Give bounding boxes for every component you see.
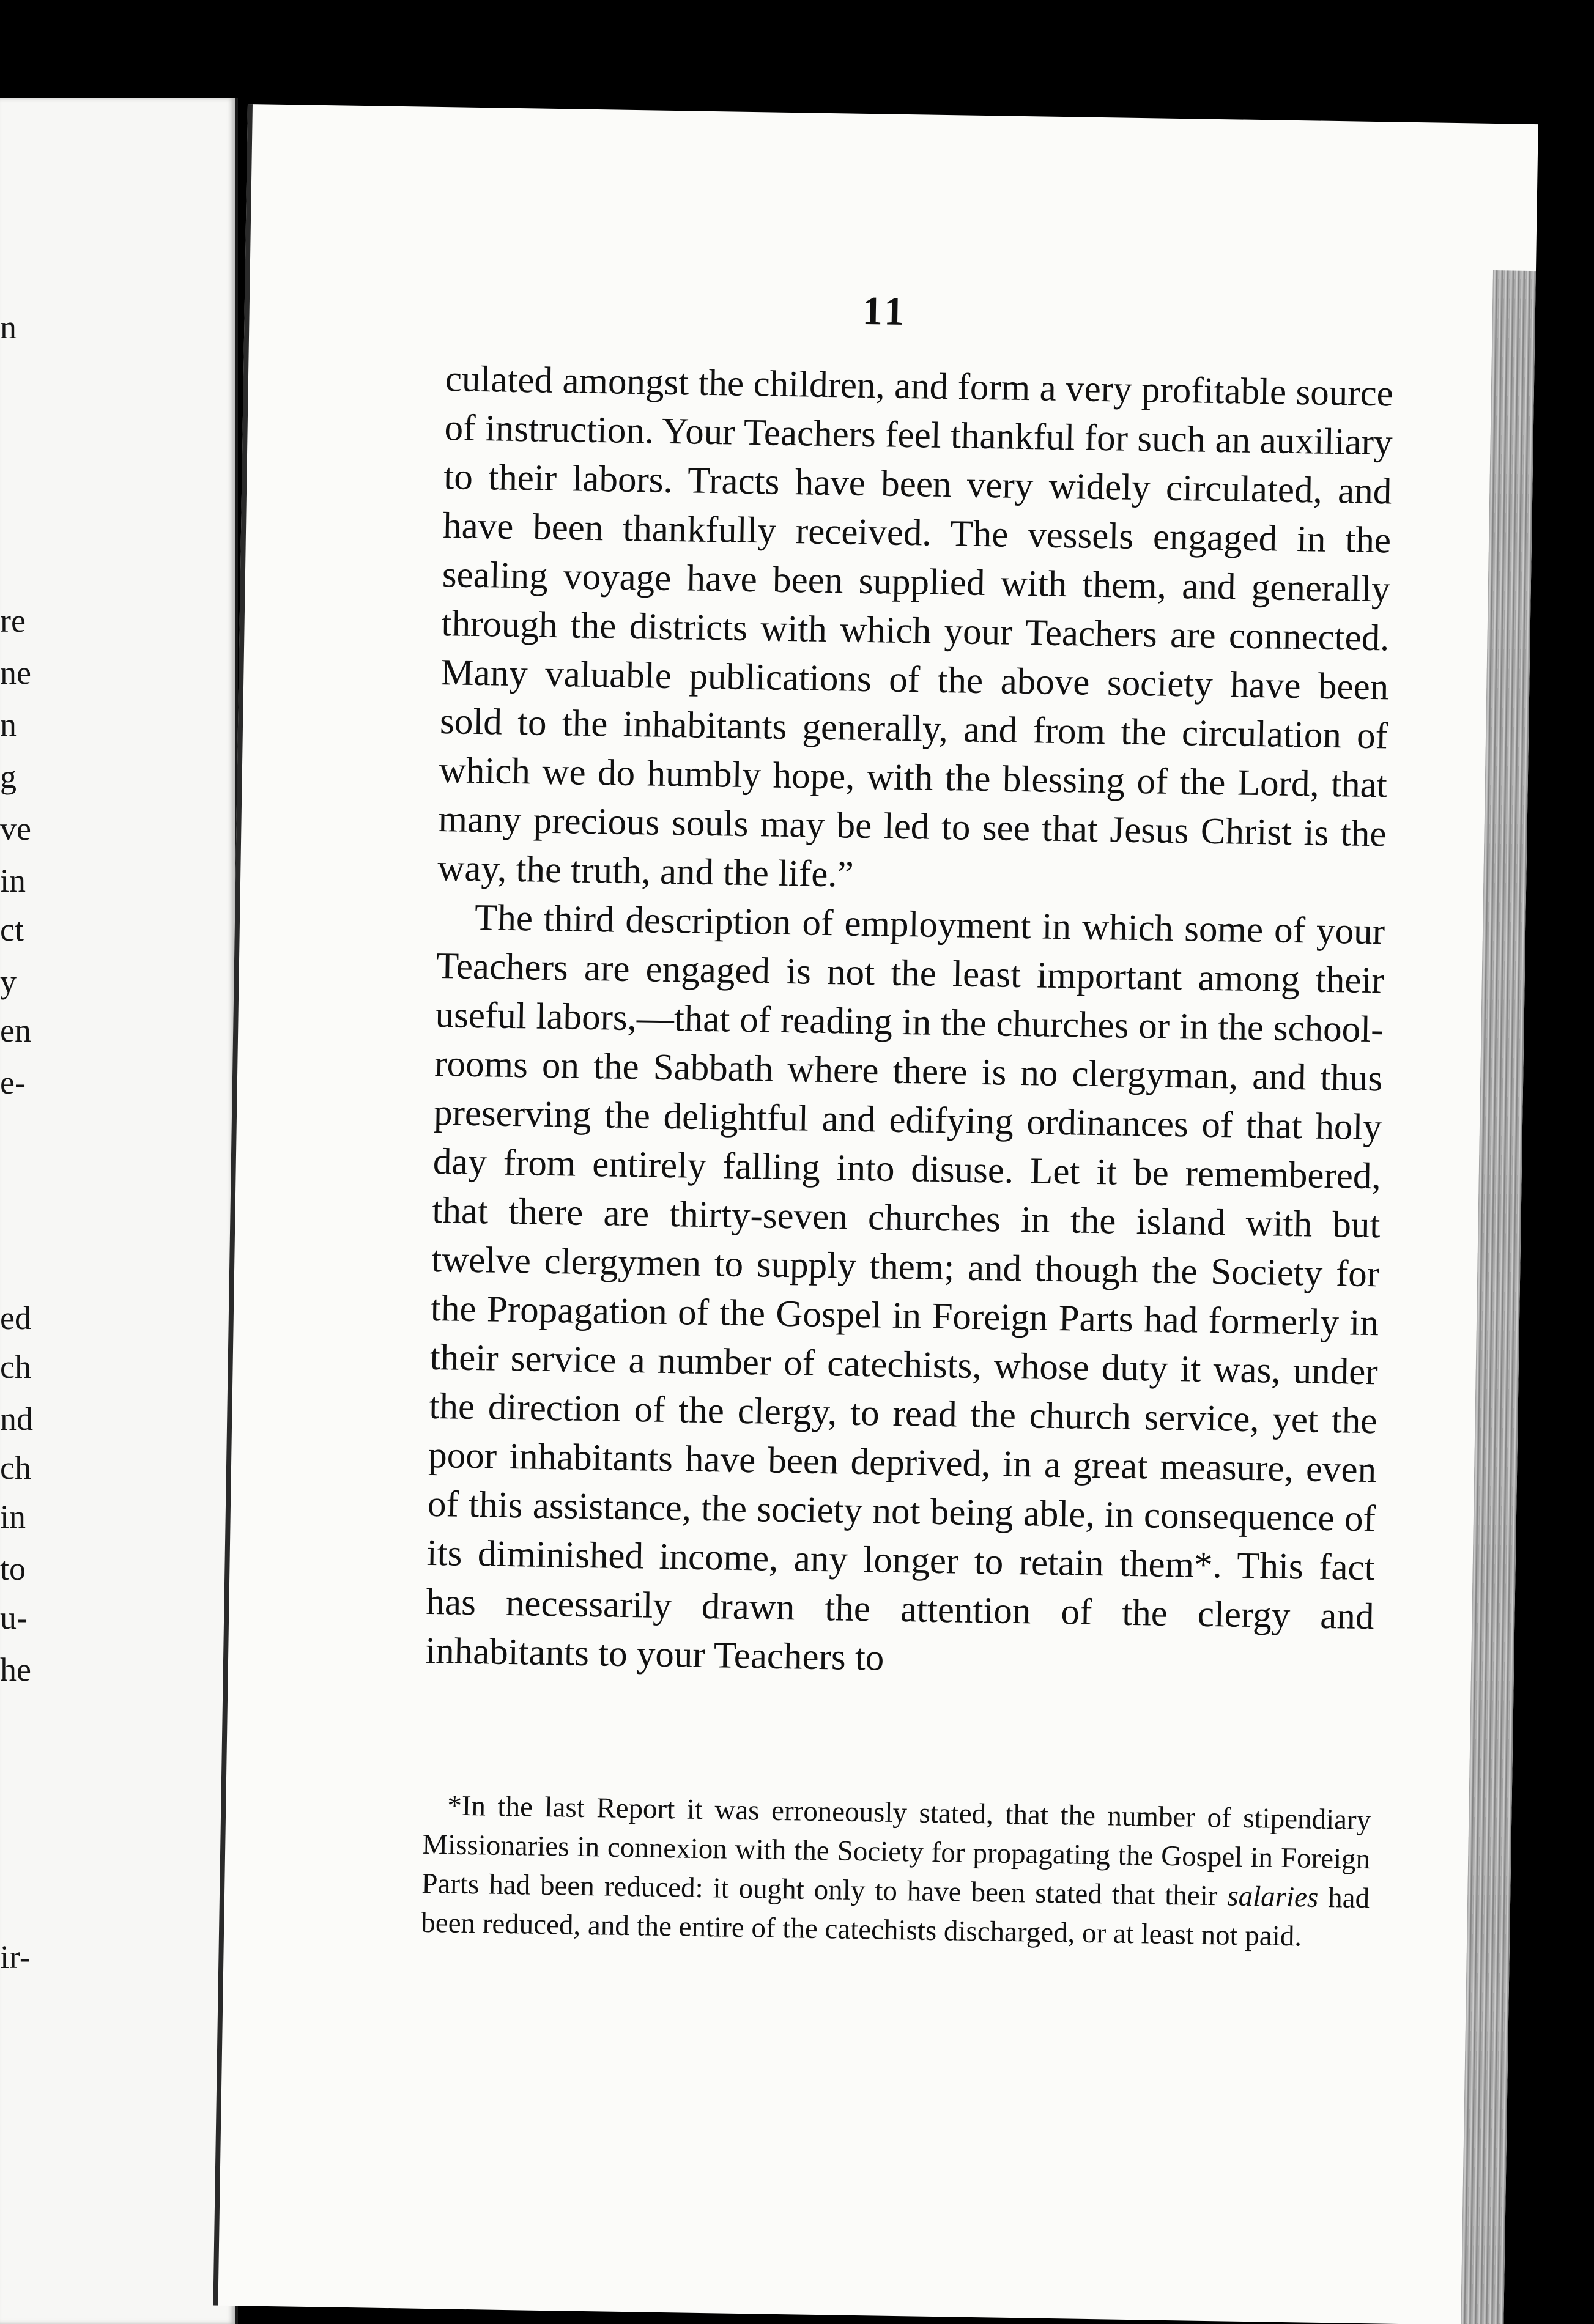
paragraph: The third description of employment in which some of your Teachers are engaged is not the least important among their useful labors,—that of reading in the churches or in the school-rooms on the Sabbath where there is no clergyman, and thus preserving the delightful and edifying ordinances of that holy day from entirely falling into disuse. Let it be remembered, that there are thirty-seven churches in the island with but twelve clergymen to supply them; and though the Society for the Propagation of the Gospel in Foreign Parts had formerly in their service a number of catechists, whose duty it was, under the direction of the clergy, to read the church service, yet the poor inhabitants have been deprived, in a great measure, even of this assistance, the society not being able, in consequence of its diminished income, any longer to retain them*. This fact has necessarily drawn the attention of the clergy and inhabitants to your Teachers to [424,897,1385,1679]
left-page-fragment: ed [0,1300,31,1336]
left-page-fragment: g [0,758,17,795]
left-page-fragment: en [0,1012,31,1049]
left-page-fragment: in [0,1498,26,1535]
left-page-fragment: ch [0,1349,31,1385]
left-page-fragment: re [0,602,26,639]
left-page-edge [0,98,238,2324]
page-edge-stack [1460,270,1536,2324]
paragraph: culated amongst the children, and form a very profitable source of instruction. Your Teachers feel thankful for such an auxiliary to their labors. Tracts have been very widely circulated, and have been thankfully received. The vessels engaged in the sealing voyage have been supplied with them, and generally through the districts with which your Teachers are connected. Many valuable publications of the above society have been sold to the inhabitants generally, and from the circulation of which we do humbly hope, with the blessing of the Lord, that many precious souls may be led to see that Jesus Christ is the way, the truth, and the life.” [437,358,1394,895]
left-page-fragment: ne [0,654,31,691]
left-page-fragment: ve [0,810,31,847]
left-page-fragment: he [0,1651,31,1688]
body-text [425,355,1394,1690]
footnote-text [421,1786,1371,1957]
left-page-fragment: y [0,963,17,1000]
right-page [213,104,1538,2324]
footnote-emphasis: salaries [1227,1880,1319,1914]
footnote [421,1786,1371,1957]
left-page-fragment: to [0,1550,26,1587]
left-page-fragment: e- [0,1064,26,1101]
left-page-fragment: u- [0,1599,28,1636]
left-page-fragment: in [0,862,26,899]
left-page-fragment: n [0,706,17,743]
page-number: 11 [862,288,908,334]
left-page-fragment: nd [0,1401,33,1437]
left-page-fragment: n [0,309,17,346]
footnote-text-start: *In the last Report it was erroneously stated, that the number of stipendiary Missionaries in connexion with the Society for propagating the Gospel in Foreign Parts had been reduced: it ought only to have been stated that their [421,1789,1371,1912]
footnote-text-end: had been reduced, and the entire of the catechists discharged, or at least not paid. [420,1881,1370,1953]
left-page-fragment: ch [0,1449,31,1486]
left-page-fragment: ct [0,911,24,948]
left-page-fragment: ir- [0,1939,31,1975]
